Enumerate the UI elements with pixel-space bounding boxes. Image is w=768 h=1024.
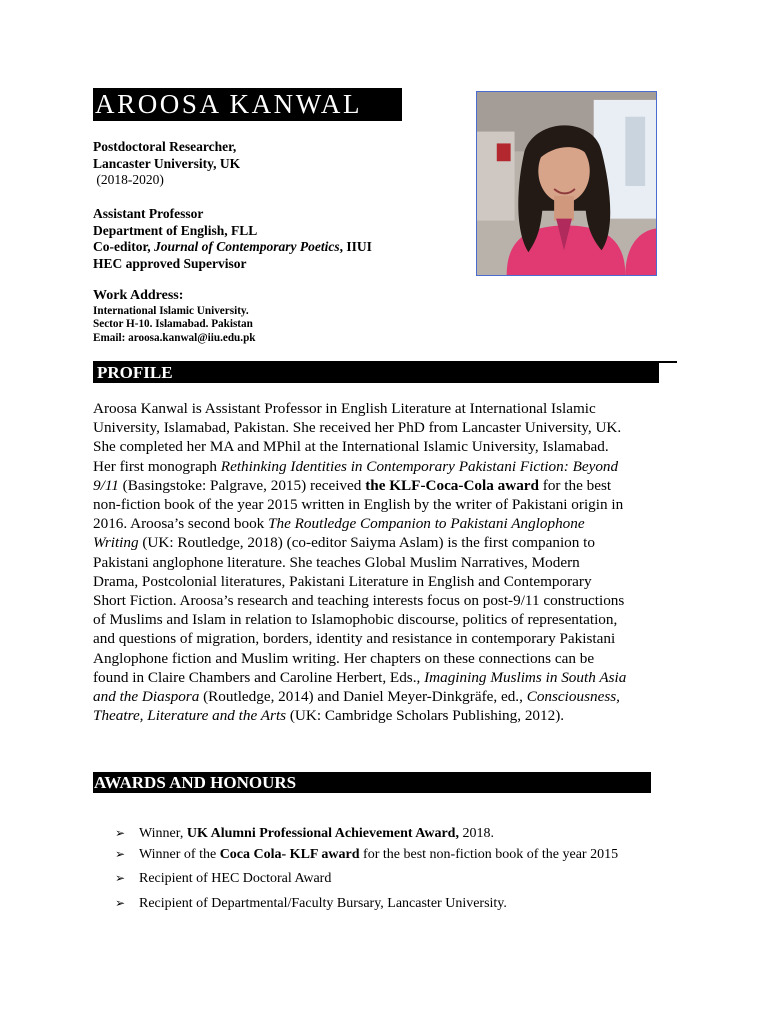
book-title-2: The Routledge Companion to Pakistani Anglophone Writing — [93, 515, 585, 552]
award-2-name: Coca Cola- KLF award — [219, 847, 360, 862]
arrow-bullet-icon: ➢ — [115, 826, 126, 840]
klf-award-text: the KLF-Coca-Cola award — [365, 476, 539, 494]
award-4-text: Recipient of Departmental/Faculty Bursary, Lancaster University. — [139, 896, 507, 911]
role1-org: Lancaster University, UK — [93, 155, 241, 171]
profile-text-5: (Routledge, 2014) and Daniel Meyer-Dinkgräfe, ed., — [199, 688, 527, 706]
arrow-bullet-icon: ➢ — [115, 871, 126, 885]
award-1-post: 2018. — [458, 826, 494, 841]
profile-heading: PROFILE — [93, 362, 659, 383]
award-item — [115, 824, 494, 842]
arrow-bullet-icon: ➢ — [115, 896, 126, 910]
award-item — [115, 845, 618, 863]
award-item — [115, 869, 331, 887]
book-title-4: Consciousness, Theatre, Literature and the Arts — [93, 688, 620, 725]
current-position-block — [93, 139, 240, 189]
supervisor-line: HEC approved Supervisor — [93, 255, 247, 271]
cv-name-heading: AROOSA KANWAL — [93, 88, 402, 121]
profile-paragraph — [93, 399, 628, 725]
award-1-name: UK Alumni Professional Achievement Award, — [186, 826, 459, 841]
awards-heading: AWARDS AND HONOURS — [93, 772, 651, 793]
award-item — [115, 894, 507, 912]
profile-text-3: for the best non-fiction book of the year 2015 written in English by the writer of Pakistani origin in 2016. Aroosa’s second book — [93, 476, 624, 533]
journal-title: Journal of Contemporary Poetics — [154, 239, 340, 254]
award-2-pre: Winner of the — [139, 847, 220, 862]
award-2-post: for the best non-fiction book of the year 2015 — [359, 847, 619, 862]
assistant-professor-block — [93, 206, 372, 272]
coeditor-line — [93, 239, 372, 256]
email-line[interactable]: Email: aroosa.kanwal@iiu.edu.pk — [93, 332, 256, 345]
coeditor-suffix: , IIUI — [339, 239, 372, 254]
book-title-3: Imagining Muslims in South Asia and the Diaspora — [93, 668, 627, 706]
award-3-text: Recipient of HEC Doctoral Award — [139, 871, 332, 886]
book-title-1: Rethinking Identities in Contemporary Pakistani Fiction: Beyond 9/11 — [93, 457, 619, 494]
role1-years: (2018-2020) — [93, 172, 164, 187]
profile-text-1: Aroosa Kanwal is Assistant Professor in English Literature at International Islamic University, Islamabad, Pakistan. She received her PhD from Lancaster University, UK. She completed her MA and MPhil at the International Islamic University, Islamabad. Her first monograph — [93, 400, 622, 475]
coeditor-prefix: Co-editor, — [93, 239, 154, 254]
role2-dept: Department of English, FLL — [93, 222, 258, 238]
address-line-1: International Islamic University. — [93, 304, 249, 317]
arrow-bullet-icon: ➢ — [115, 847, 126, 861]
award-1-pre: Winner, — [139, 826, 187, 841]
work-address-block — [93, 288, 256, 346]
profile-text-2: (Basingstoke: Palgrave, 2015) received — [118, 476, 366, 494]
profile-photo — [476, 91, 657, 276]
role1-title: Postdoctoral Researcher, — [93, 139, 237, 154]
portrait-photo-icon — [477, 92, 656, 275]
address-line-2: Sector H-10. Islamabad. Pakistan — [93, 318, 253, 331]
profile-text-4: (UK: Routledge, 2018) (co-editor Saiyma Aslam) is the first companion to Pakistani anglophone literature. She teaches Global Muslim Narratives, Modern Drama, Postcolonial literatures, Pakistani Literature in English and Contemporary Short Fiction. Aroosa’s research and teaching interests focus on post-9/11 constructions of Muslims and Islam in relation to Islamophobic discourse, politics of representation, and questions of migration, borders, identity and resistance in contemporary Pakistani Anglophone fiction and Muslim writing. Her chapters on these connections can be found in Claire Chambers and Caroline Herbert, Eds., — [93, 534, 625, 686]
role2-title: Assistant Professor — [93, 206, 204, 221]
work-address-title: Work Address: — [93, 288, 184, 303]
profile-text-6: (UK: Cambridge Scholars Publishing, 2012). — [286, 707, 565, 725]
